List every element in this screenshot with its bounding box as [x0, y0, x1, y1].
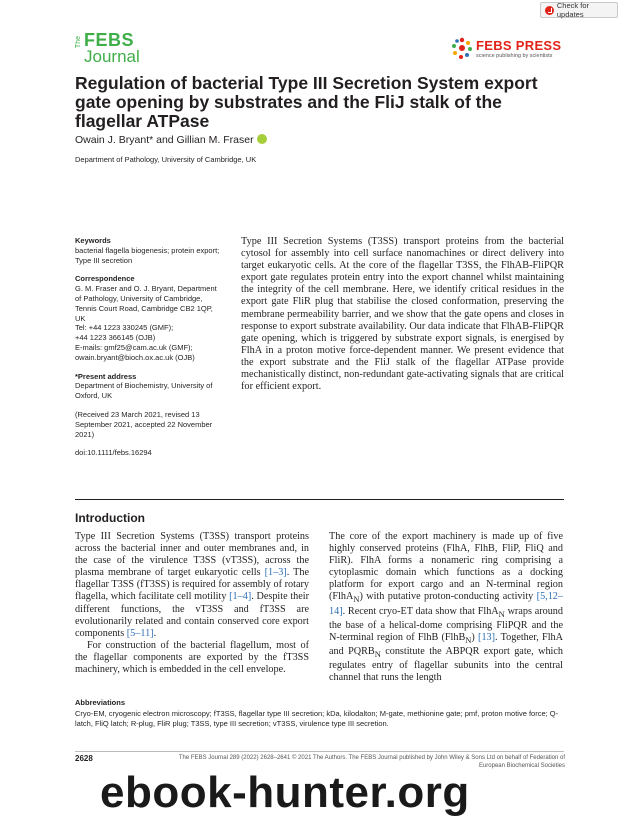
introduction-heading: Introduction — [75, 511, 145, 525]
correspondence-tel2: +44 1223 366145 (OJB) — [75, 333, 156, 343]
doi-link[interactable]: doi:10.1111/febs.16294 — [75, 448, 152, 458]
check-for-updates-button[interactable] — [540, 2, 618, 18]
keywords: bacterial flagella biogenesis; protein export; Type III secretion — [75, 245, 220, 265]
publisher-logo — [450, 36, 568, 64]
present-address: Department of Biochemistry, University of Oxford, UK — [75, 381, 213, 401]
authors: Owain J. Bryant* and Gillian M. Fraser — [75, 134, 267, 146]
intro-paragraph-3: The core of the export machinery is made up of five highly conserved proteins (FlhA, FlhB, FliP, FliQ and FliR). FlhA forms a nonameric ring comprising a cytoplasmic domain which functions as a docking platform for export cargo and an N-terminal region (FlhA$_N$) with putative proton-conducting activity [5,12–14]. Recent cryo-ET data show that FlhA$_N$ wraps around the base of a helical-dome comprising FliPQR and the N-terminal region of FlhB (FlhB$_N$) [13]. Together, FlhA and $PQRB_N$ constitute the ABPQR export gate, which regulates entry of flagellar subunits into the central channel that runs the length — [329, 531, 563, 684]
correspondence-heading: Correspondence — [75, 274, 135, 284]
intro-right-column — [329, 531, 563, 684]
abbreviations: Cryo-EM, cryogenic electron microscopy; fT3SS, flagellar type III secretion; kDa, kilodalton; M-gate, methionine gate; pmf, proton motive force; Q-latch, FliQ latch; R-plug, FliR plug; T3SS, type III secretion; vT3SS, virulence type III secretion. — [75, 709, 559, 728]
check-for-updates-label: Check for updates — [556, 1, 589, 19]
intro-left-column — [75, 531, 309, 676]
page-number: 2628 — [75, 754, 93, 763]
affiliation: Department of Pathology, University of Cambridge, UK — [75, 155, 257, 164]
correspondence-address: G. M. Fraser and O. J. Bryant, Department of Pathology, University of Cambridge, Tennis Court Road, Cambridge CB2 1QP, UK — [75, 284, 217, 323]
orcid-icon[interactable] — [257, 134, 267, 144]
citation-link[interactable]: [13] — [478, 631, 496, 643]
correspondence-email[interactable]: E-mails: gmf25@cam.ac.uk (GMF); owain.bryant@bioch.ox.ac.uk (OJB) — [75, 342, 195, 362]
watermark: ebook-hunter.org — [100, 768, 470, 817]
publisher-tagline: science publishing by scientists — [476, 53, 553, 59]
intro-paragraph-1: Type III Secretion Systems (T3SS) transport proteins across the bacterial inner and outer membranes and, in the case of the virulence T3SS (vT3SS), across the plasma membrane of target eukaryotic cells [1–3]. The flagellar T3SS (fT3SS) is required for assembly of rotary flagella, which facilitate cell motility [1–4]. Despite their different functions, the vT3SS and fT3SS are evolutionarily related and contain conserved core export components [5–11]. — [75, 531, 309, 639]
article-info-sidebar — [75, 236, 225, 458]
footer-copyright: The FEBS Journal 289 (2022) 2628–2641 © 2021 The Authors. The FEBS Journal published by John Wiley & Sons Ltd on behalf of Federation of European Biochemical Societies — [178, 755, 565, 770]
journal-logo-line1: FEBS — [84, 30, 135, 50]
keywords-heading: Keywords — [75, 236, 111, 245]
section-divider — [75, 499, 564, 500]
citation-link[interactable]: [1–4] — [229, 591, 252, 603]
citation-link[interactable]: [5,12–14] — [329, 591, 563, 617]
present-address-heading: *Present address — [75, 371, 137, 381]
intro-paragraph-2: For construction of the bacterial flagellum, most of the flagellar components are exported by the fT3SS machinery, which is embedded in the cell envelope. — [75, 639, 309, 676]
abstract: Type III Secretion Systems (T3SS) transport proteins from the bacterial cytosol for assembly into cell surface nanomachines or direct delivery into target eukaryotic cells. At the core of the flagellar T3SS, the FlhAB-FliPQR export gate regulates protein entry into the export channel whilst maintaining the integrity of the cell membrane. Here, we identify critical residues in the export gate FliR plug that stabilise the closed conformation, preserving the membrane permeability barrier, and we show that the gate opens and closes in response to export substrate availability. Our data indicate that FlhAB-FliPQR gate opening, which is triggered by substrate export signals, is energised by FlhA in a proton motive force-dependent manner. We present evidence that the export substrate and the FliJ stalk of the flagellar ATPase provide mechanistically distinct, non-redundant gate-activating signals that are critical for efficient export. — [241, 236, 564, 393]
abbreviations-heading: Abbreviations — [75, 698, 126, 707]
publisher-name: FEBS PRESS — [476, 38, 562, 53]
citation-link[interactable]: [5–11] — [126, 627, 154, 639]
febs-press-icon — [450, 36, 474, 60]
journal-logo-prefix: The — [75, 36, 82, 49]
correspondence-tel: Tel: +44 1223 330245 (GMF); — [75, 323, 174, 333]
footer-divider — [75, 751, 564, 752]
journal-logo-line2: Journal — [84, 47, 140, 66]
citation-link[interactable]: [1–3] — [264, 567, 287, 579]
article-title: Regulation of bacterial Type III Secretion System export gate opening by substrates and the FliJ stalk of the flagellar ATPase — [75, 73, 538, 131]
check-icon — [545, 6, 554, 15]
received-dates: (Received 23 March 2021, revised 13 September 2021, accepted 22 November 2021) — [75, 409, 213, 439]
